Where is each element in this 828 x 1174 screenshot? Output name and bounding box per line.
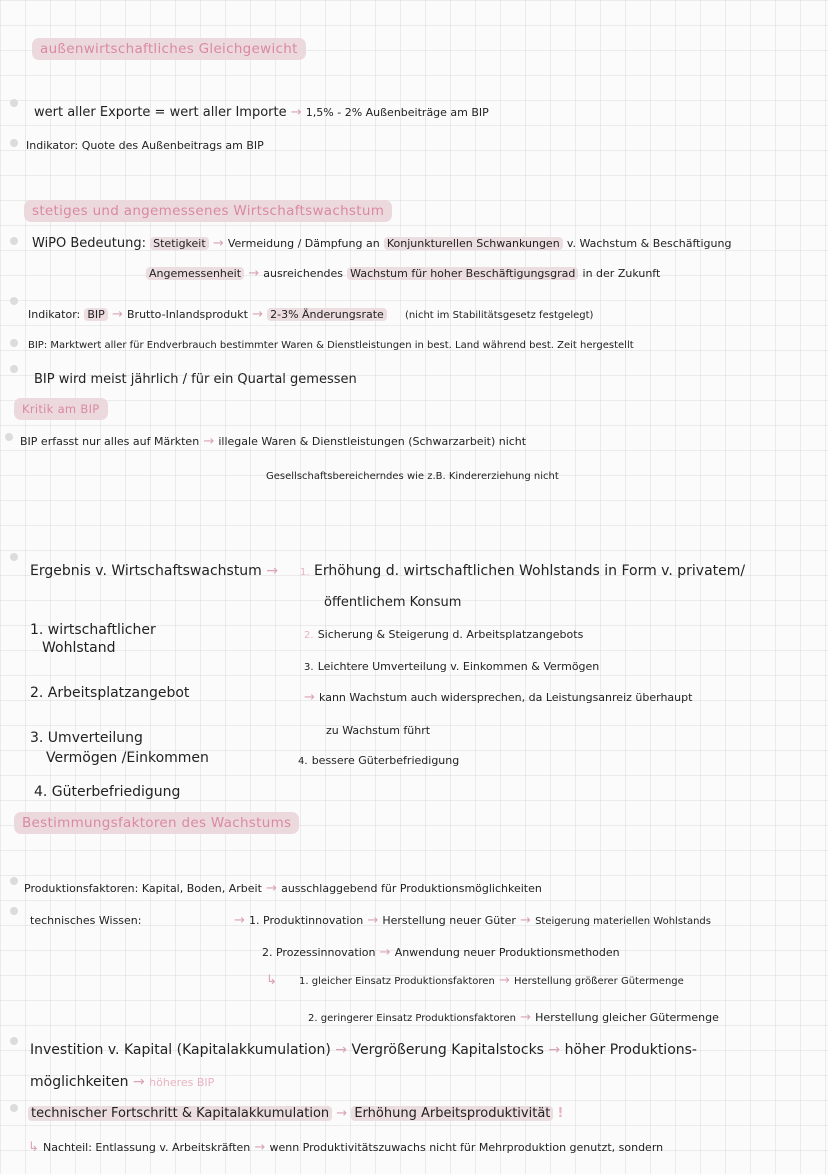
arrow-icon: → [254, 1140, 266, 1155]
ergebnis-right-3d: zu Wachstum führt [326, 724, 431, 737]
technischer-fortschritt-text: technischer Fortschritt & Kapitalakkumulation [28, 1106, 332, 1121]
neue-gueter-text: Herstellung neuer Güter [382, 914, 516, 927]
investition-line-2 [30, 1074, 214, 1091]
beschaeftigung-text: Wachstum für hoher Beschäftigungsgrad [347, 267, 578, 280]
ergebnis-left-1b: Wohlstand [42, 640, 116, 656]
number-2: 2. [304, 630, 314, 641]
gleicher-einsatz-line [266, 973, 684, 990]
aussen-exporte-text: wert aller Exporte = wert aller Importe [34, 105, 287, 120]
number-1: 1. [300, 567, 310, 578]
bullet-dot [5, 433, 13, 441]
ergebnis-right-1a: Erhöhung d. wirtschaftlichen Wohlstands in Form v. privatem/ [314, 563, 746, 579]
arrow-icon: → [111, 307, 123, 322]
hoeheres-bip-text: höheres BIP [149, 1076, 215, 1089]
arrow-icon: → [336, 1106, 348, 1121]
arrow-icon: → [520, 1010, 532, 1025]
produktionsfaktoren-line [24, 881, 542, 897]
bullet-dot [10, 99, 18, 107]
ergebnis-right-4 [298, 753, 459, 770]
konjunktur-text: Konjunkturellen Schwankungen [384, 237, 563, 250]
arrow-icon: → [367, 913, 379, 928]
kritik-illegal: illegale Waren & Dienstleistungen (Schwarzarbeit) nicht [218, 435, 527, 448]
angemessenheit-label: Angemessenheit [146, 267, 244, 280]
produktionsmoeglichkeiten-text: ausschlaggebend für Produktionsmöglichkeiten [281, 882, 542, 895]
stetigkeit-desc: Vermeidung / Dämpfung an [227, 237, 380, 250]
prozessinnovation-line [262, 945, 620, 961]
gleicher-einsatz-text: 1. gleicher Einsatz Produktionsfaktoren [299, 976, 495, 987]
prozessinnovation-text: 2. Prozessinnovation [262, 946, 376, 959]
ergebnis-right-4-text: bessere Güterbefriedigung [311, 754, 460, 767]
angemessenheit-desc: ausreichendes [263, 267, 344, 280]
investition-text: Investition v. Kapital (Kapitalakkumulation) [30, 1042, 331, 1058]
bullet-dot [10, 1037, 18, 1045]
groessere-menge-text: Herstellung größerer Gütermenge [513, 976, 684, 987]
geringerer-einsatz-line [308, 1010, 719, 1027]
ergebnis-right-3c [304, 690, 692, 706]
arrow-icon: → [498, 973, 510, 988]
arrow-icon: → [379, 945, 391, 960]
produktinnovation-text: 1. Produktinnovation [249, 914, 364, 927]
ergebnis-right-1b: öffentlichem Konsum [324, 595, 462, 610]
produktionsfaktoren-text: Produktionsfaktoren: Kapital, Boden, Arbeit [24, 882, 262, 895]
number-3: 3. [304, 662, 314, 673]
wohlstand-text: Steigerung materiellen Wohlstands [535, 916, 711, 927]
arrow-icon: → [212, 236, 224, 251]
arrow-icon: → [304, 690, 315, 705]
ergebnis-widerspruch: kann Wachstum auch widersprechen, da Leistungsanreiz überhaupt [319, 691, 693, 704]
bullet-dot [10, 1104, 18, 1112]
stetigkeit-rest: v. Wachstum & Beschäftigung [566, 237, 732, 250]
arrow-icon: → [290, 105, 302, 120]
ergebnis-left-3b: Vermögen /Einkommen [46, 750, 209, 766]
bip-definition: BIP: Marktwert aller für Endverbrauch bestimmter Waren & Dienstleistungen in best. Land während best. Zeit hergestellt [28, 340, 634, 351]
aenderungsrate: 2-3% Änderungsrate [267, 308, 387, 321]
kritik-line-1 [20, 434, 526, 450]
arrow-icon: → [203, 434, 215, 449]
hook-arrow-icon: ↳ [28, 1140, 39, 1155]
bullet-dot [10, 907, 18, 915]
indikator-bip: BIP [84, 308, 107, 321]
investition-line [30, 1042, 697, 1058]
bullet-dot [10, 297, 18, 305]
aussen-indikator: Indikator: Quote des Außenbeitrags am BIP [26, 139, 264, 152]
bullet-dot [10, 339, 18, 347]
arrow-icon: → [266, 881, 277, 896]
arrow-icon: → [252, 307, 263, 322]
arrow-icon: → [548, 1042, 561, 1058]
bip-messung: BIP wird meist jährlich / für ein Quartal gemessen [34, 372, 357, 387]
wipo-line-2 [146, 266, 660, 282]
arbeitsproduktivitaet-text: Erhöhung Arbeitsproduktivität [351, 1106, 553, 1121]
wipo-label: WiPO Bedeutung: [32, 236, 146, 251]
ergebnis-right-3-text: Leichtere Umverteilung v. Einkommen & Vermögen [317, 660, 600, 673]
ergebnis-right-3 [304, 659, 599, 676]
ergebnis-right-2 [304, 627, 583, 644]
arrow-icon: → [335, 1042, 348, 1058]
aussen-line-1 [34, 105, 489, 121]
number-4: 4. [298, 756, 308, 767]
bullet-dot [10, 877, 18, 885]
bullet-dot [10, 553, 18, 561]
ergebnis-left-3a: 3. Umverteilung [30, 730, 143, 746]
ergebnis-right-2-text: Sicherung & Steigerung d. Arbeitsplatzangebots [317, 628, 584, 641]
arrow-icon: → [132, 1074, 145, 1090]
hoehere-moeglichkeiten-text: höher Produktions- [564, 1042, 697, 1058]
aussen-range-text: 1,5% - 2% Außenbeiträge am BIP [305, 106, 489, 119]
arrow-icon: → [520, 913, 531, 928]
heading-kritik: Kritik am BIP [14, 398, 108, 420]
indikator-label: Indikator: [28, 308, 81, 321]
stetigkeit-label: Stetigkeit [150, 237, 209, 250]
kritik-maerkte: BIP erfasst nur alles auf Märkten [20, 435, 200, 448]
kapitalstock-text: Vergrößerung Kapitalstocks [351, 1042, 544, 1058]
ergebnis-left-2: 2. Arbeitsplatzangebot [30, 685, 190, 701]
wipo-line-1 [32, 236, 731, 252]
geringerer-einsatz-text: 2. geringerer Einsatz Produktionsfaktoren [308, 1013, 516, 1024]
moeglichkeiten-text: möglichkeiten [30, 1074, 129, 1090]
arrow-icon: → [266, 563, 279, 579]
arrow-icon: → [234, 913, 245, 928]
produktionsmethoden-text: Anwendung neuer Produktionsmethoden [394, 946, 620, 959]
bullet-dot [10, 365, 18, 373]
ergebnis-left-1a: 1. wirtschaftlicher [30, 622, 156, 638]
ergebnis-right-1 [300, 563, 745, 581]
technischer-fortschritt-line [28, 1106, 563, 1122]
heading-aussenwirtschaft: außenwirtschaftliches Gleichgewicht [32, 38, 306, 60]
technisches-wissen: technisches Wissen: [30, 914, 142, 927]
kritik-line-2: Gesellschaftsbereicherndes wie z.B. Kindererziehung nicht [266, 471, 559, 482]
indikator-line [28, 307, 593, 324]
bip-fullname: Brutto-Inlandsprodukt [127, 308, 248, 321]
exclamation-mark: ! [557, 1106, 564, 1121]
hook-arrow-icon: ↳ [266, 973, 277, 988]
produktinnovation-line [234, 913, 711, 930]
ergebnis-label [30, 563, 278, 579]
nachteil-line [28, 1140, 663, 1156]
gleiche-menge-text: Herstellung gleicher Gütermenge [535, 1011, 719, 1024]
stabilitaetsgesetz-note: (nicht im Stabilitätsgesetz festgelegt) [404, 310, 594, 321]
ergebnis-text: Ergebnis v. Wirtschaftswachstum [30, 563, 262, 579]
nachteil-bedingung: wenn Produktivitätszuwachs nicht für Mehrproduktion genutzt, sondern [269, 1141, 664, 1154]
bullet-dot [10, 139, 18, 147]
zukunft-text: in der Zukunft [582, 267, 661, 280]
heading-bestimmungsfaktoren: Bestimmungsfaktoren des Wachstums [14, 812, 299, 834]
arrow-icon: → [248, 266, 260, 281]
bullet-dot [10, 237, 18, 245]
heading-wirtschaftswachstum: stetiges und angemessenes Wirtschaftswachstum [24, 200, 392, 222]
ergebnis-left-4: 4. Güterbefriedigung [34, 784, 181, 800]
nachteil-text: Nachteil: Entlassung v. Arbeitskräften [43, 1141, 251, 1154]
